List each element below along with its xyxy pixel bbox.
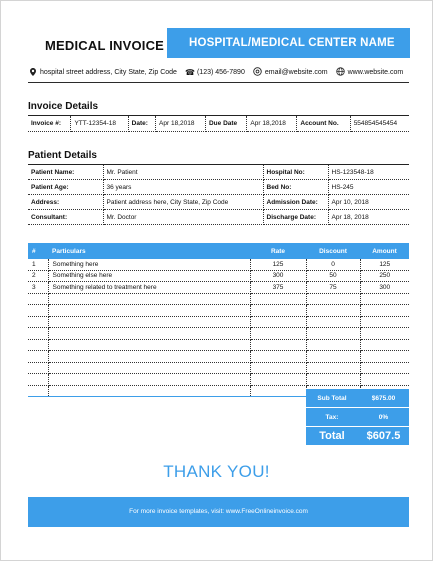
total-label: Total bbox=[319, 430, 345, 442]
item-amount bbox=[360, 362, 409, 374]
admission-date-label: Admission Date: bbox=[263, 195, 328, 210]
col-header-amount: Amount bbox=[360, 243, 409, 259]
item-particulars bbox=[48, 362, 250, 374]
item-number: 2 bbox=[28, 270, 48, 282]
item-discount bbox=[306, 316, 360, 328]
items-body bbox=[28, 259, 409, 397]
patient-name-value: Mr. Patient bbox=[103, 165, 263, 180]
hospital-no-value: HS-123548-18 bbox=[328, 165, 409, 180]
item-rate bbox=[250, 328, 306, 340]
date-value: Apr 18,2018 bbox=[156, 116, 206, 132]
item-amount bbox=[360, 316, 409, 328]
account-number-label: Account No. bbox=[297, 116, 350, 132]
item-particulars bbox=[48, 293, 250, 305]
item-number bbox=[28, 385, 48, 397]
subtotal-row bbox=[306, 389, 409, 407]
patient-age-value: 36 years bbox=[103, 180, 263, 195]
email-icon bbox=[253, 67, 263, 78]
item-particulars bbox=[48, 316, 250, 328]
item-amount bbox=[360, 328, 409, 340]
item-amount bbox=[360, 293, 409, 305]
total-value: $607.5 bbox=[366, 430, 401, 442]
consultant-label: Consultant: bbox=[28, 210, 103, 225]
item-rate bbox=[250, 293, 306, 305]
item-number bbox=[28, 362, 48, 374]
date-label: Date: bbox=[128, 116, 155, 132]
footer-banner bbox=[28, 497, 409, 527]
invoice-title: MEDICAL INVOICE bbox=[45, 38, 165, 53]
admission-date-value: Apr 10, 2018 bbox=[328, 195, 409, 210]
globe-icon bbox=[336, 67, 346, 78]
item-number bbox=[28, 293, 48, 305]
address-value: Patient address here, City State, Zip Code bbox=[103, 195, 263, 210]
account-number-value: 554854545454 bbox=[350, 116, 409, 132]
col-header-rate: Rate bbox=[250, 243, 306, 259]
item-amount: 300 bbox=[360, 282, 409, 294]
item-particulars bbox=[48, 339, 250, 351]
item-discount: 0 bbox=[306, 259, 360, 270]
due-date-label: Due Date bbox=[205, 116, 246, 132]
item-discount bbox=[306, 374, 360, 386]
patient-details-table bbox=[28, 164, 409, 225]
table-row bbox=[28, 351, 409, 363]
tax-row bbox=[306, 408, 409, 426]
contact-line bbox=[28, 67, 403, 78]
patient-row bbox=[28, 165, 409, 180]
patient-age-label: Patient Age: bbox=[28, 180, 103, 195]
invoice-details-heading: Invoice Details bbox=[28, 101, 99, 112]
table-row bbox=[28, 270, 409, 282]
item-rate bbox=[250, 351, 306, 363]
invoice-number-label: Invoice #: bbox=[28, 116, 71, 132]
item-discount: 75 bbox=[306, 282, 360, 294]
patient-row bbox=[28, 195, 409, 210]
item-discount bbox=[306, 328, 360, 340]
contact-address: hospital street address, City State, Zip Code bbox=[40, 69, 177, 76]
hospital-name-banner bbox=[167, 28, 410, 58]
item-amount bbox=[360, 374, 409, 386]
contact-phone: (123) 456-7890 bbox=[196, 69, 245, 76]
hospital-name: HOSPITAL/MEDICAL CENTER NAME bbox=[189, 37, 395, 49]
item-number: 3 bbox=[28, 282, 48, 294]
item-number bbox=[28, 316, 48, 328]
bed-no-value: HS-245 bbox=[328, 180, 409, 195]
tax-value: 0% bbox=[378, 413, 389, 421]
table-row bbox=[28, 374, 409, 386]
phone-icon: ☎ bbox=[184, 68, 195, 77]
table-row bbox=[28, 362, 409, 374]
patient-details-heading: Patient Details bbox=[28, 150, 97, 161]
item-rate: 375 bbox=[250, 282, 306, 294]
patient-name-label: Patient Name: bbox=[28, 165, 103, 180]
table-row bbox=[28, 259, 409, 270]
address-label: Address: bbox=[28, 195, 103, 210]
item-rate bbox=[250, 316, 306, 328]
items-header-row bbox=[28, 243, 409, 259]
table-row bbox=[28, 339, 409, 351]
col-header-number: # bbox=[28, 243, 48, 259]
item-number bbox=[28, 374, 48, 386]
item-number: 1 bbox=[28, 259, 48, 270]
item-number bbox=[28, 328, 48, 340]
item-particulars bbox=[48, 328, 250, 340]
table-row bbox=[28, 305, 409, 317]
total-row bbox=[306, 427, 409, 445]
item-rate bbox=[250, 374, 306, 386]
item-particulars: Something else here bbox=[48, 270, 250, 282]
item-amount bbox=[360, 305, 409, 317]
item-rate bbox=[250, 305, 306, 317]
item-discount bbox=[306, 362, 360, 374]
divider bbox=[28, 82, 409, 83]
item-number bbox=[28, 305, 48, 317]
patient-row bbox=[28, 180, 409, 195]
items-table bbox=[28, 243, 409, 397]
bed-no-label: Bed No: bbox=[263, 180, 328, 195]
contact-website[interactable]: www.website.com bbox=[347, 69, 404, 76]
col-header-particulars: Particulars bbox=[48, 243, 250, 259]
item-rate bbox=[250, 339, 306, 351]
discharge-date-value: Apr 18, 2018 bbox=[328, 210, 409, 225]
item-particulars bbox=[48, 351, 250, 363]
invoice-details-table bbox=[28, 115, 409, 132]
location-pin-icon bbox=[28, 68, 38, 78]
item-particulars bbox=[48, 374, 250, 386]
item-amount: 125 bbox=[360, 259, 409, 270]
footer-text[interactable]: For more invoice templates, visit: www.FreeOnlineinvoice.com bbox=[129, 508, 308, 515]
item-rate bbox=[250, 385, 306, 397]
item-number bbox=[28, 351, 48, 363]
subtotal-label: Sub Total bbox=[317, 394, 347, 402]
item-rate bbox=[250, 362, 306, 374]
patient-row bbox=[28, 210, 409, 225]
item-rate: 125 bbox=[250, 259, 306, 270]
table-row bbox=[28, 282, 409, 294]
item-discount bbox=[306, 305, 360, 317]
col-header-discount: Discount bbox=[306, 243, 360, 259]
item-particulars: Something here bbox=[48, 259, 250, 270]
item-particulars bbox=[48, 305, 250, 317]
item-discount bbox=[306, 293, 360, 305]
contact-email[interactable]: email@website.com bbox=[264, 69, 328, 76]
table-row bbox=[28, 316, 409, 328]
item-particulars: Something related to treatment here bbox=[48, 282, 250, 294]
item-amount: 250 bbox=[360, 270, 409, 282]
item-amount bbox=[360, 339, 409, 351]
table-row bbox=[28, 293, 409, 305]
due-date-value: Apr 18,2018 bbox=[247, 116, 297, 132]
item-discount: 50 bbox=[306, 270, 360, 282]
subtotal-value: $675.00 bbox=[371, 394, 396, 402]
item-discount bbox=[306, 339, 360, 351]
tax-label: Tax: bbox=[325, 413, 339, 421]
invoice-number-value: YTT-12354-18 bbox=[71, 116, 128, 132]
item-particulars bbox=[48, 385, 250, 397]
item-amount bbox=[360, 351, 409, 363]
item-rate: 300 bbox=[250, 270, 306, 282]
item-discount bbox=[306, 351, 360, 363]
table-row bbox=[28, 328, 409, 340]
discharge-date-label: Discharge Date: bbox=[263, 210, 328, 225]
item-number bbox=[28, 339, 48, 351]
hospital-no-label: Hospital No: bbox=[263, 165, 328, 180]
consultant-value: Mr. Doctor bbox=[103, 210, 263, 225]
thank-you-message: THANK YOU! bbox=[163, 462, 270, 481]
